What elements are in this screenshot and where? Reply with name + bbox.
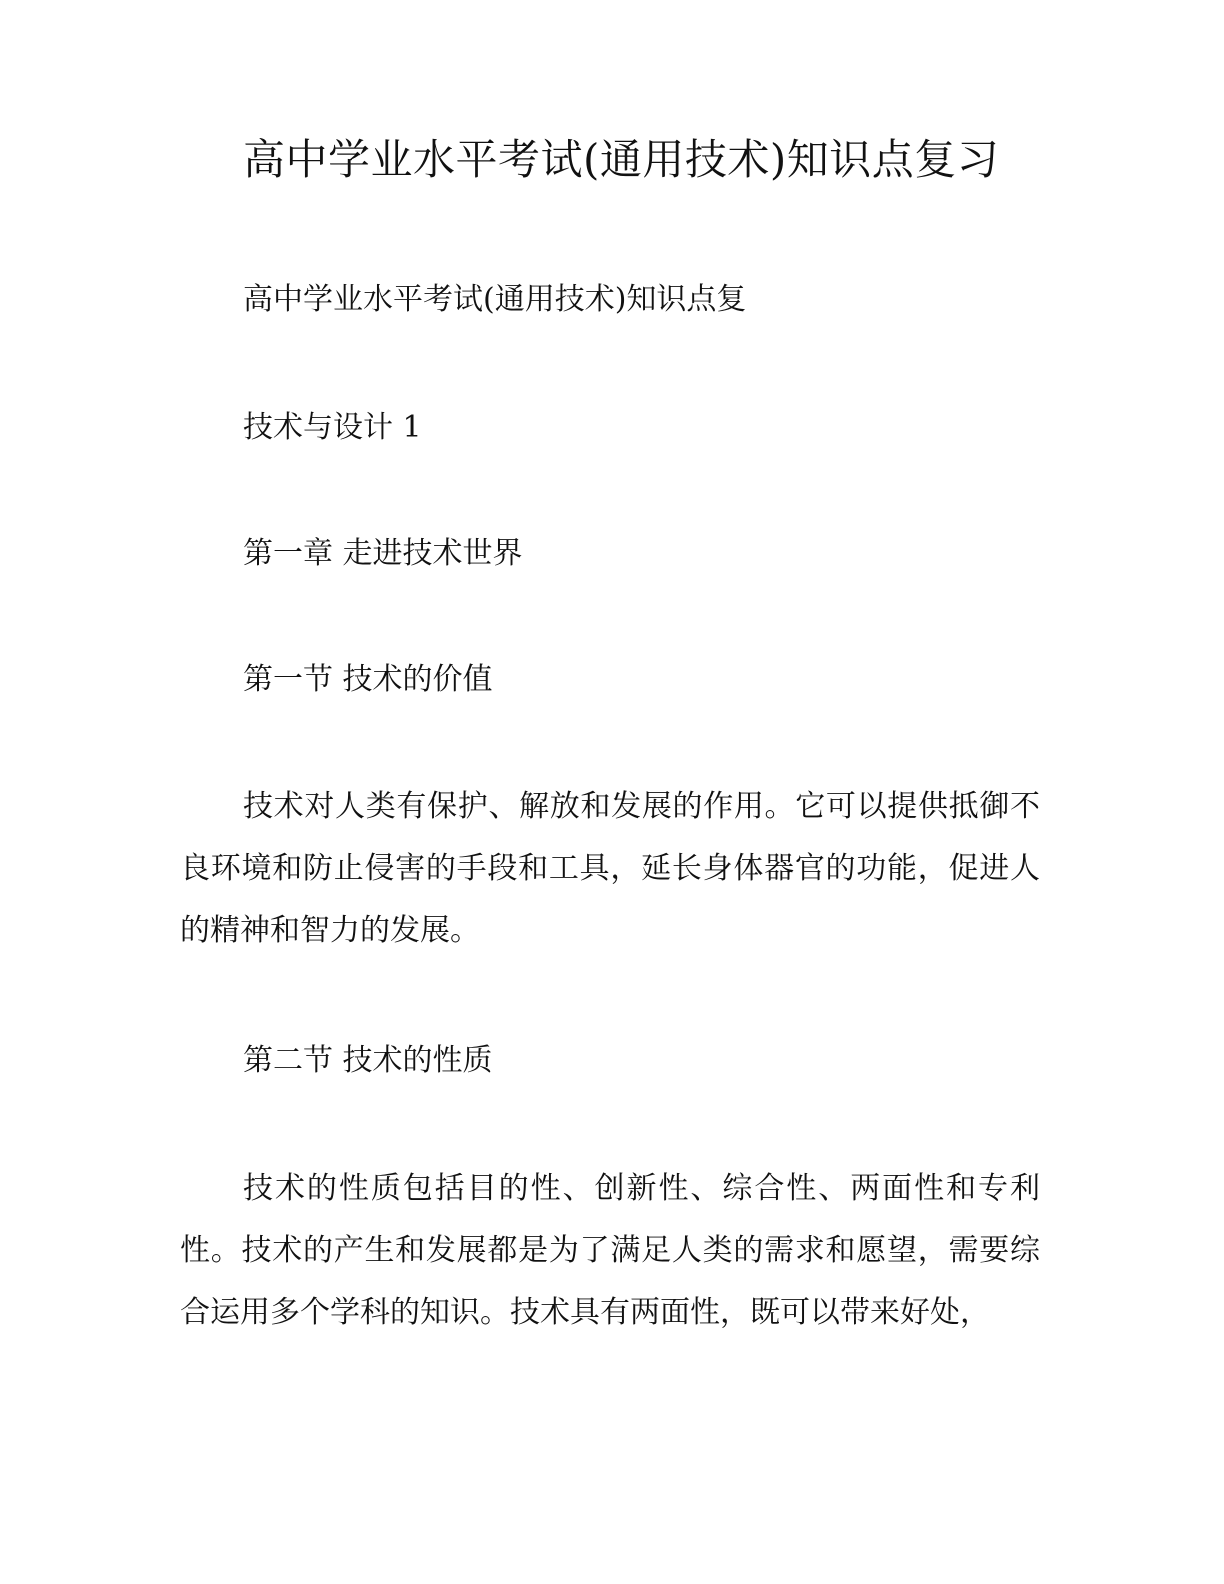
section-nature-paragraph: 技术的性质包括目的性、创新性、综合性、两面性和专利性。技术的产生和发展都是为了满足人类的需求和愿望，需要综合运用多个学科的知识。技术具有两面性，既可以带来好处， [180,1171,1040,1330]
document-title: 高中学业水平考试(通用技术)知识点复习 [243,135,1000,184]
section-value-paragraph: 技术对人类有保护、解放和发展的作用。它可以提供抵御不良环境和防止侵害的手段和工具，延长身体器官的功能，促进人的精神和智力的发展。 [180,789,1040,948]
section-heading-nature: 第二节 技术的性质 [243,1043,493,1078]
subtitle-line: 高中学业水平考试(通用技术)知识点复 [243,282,747,317]
chapter-heading: 第一章 走进技术世界 [243,536,523,571]
section-heading-value: 第一节 技术的价值 [243,662,493,697]
book-title: 技术与设计 1 [243,410,422,445]
